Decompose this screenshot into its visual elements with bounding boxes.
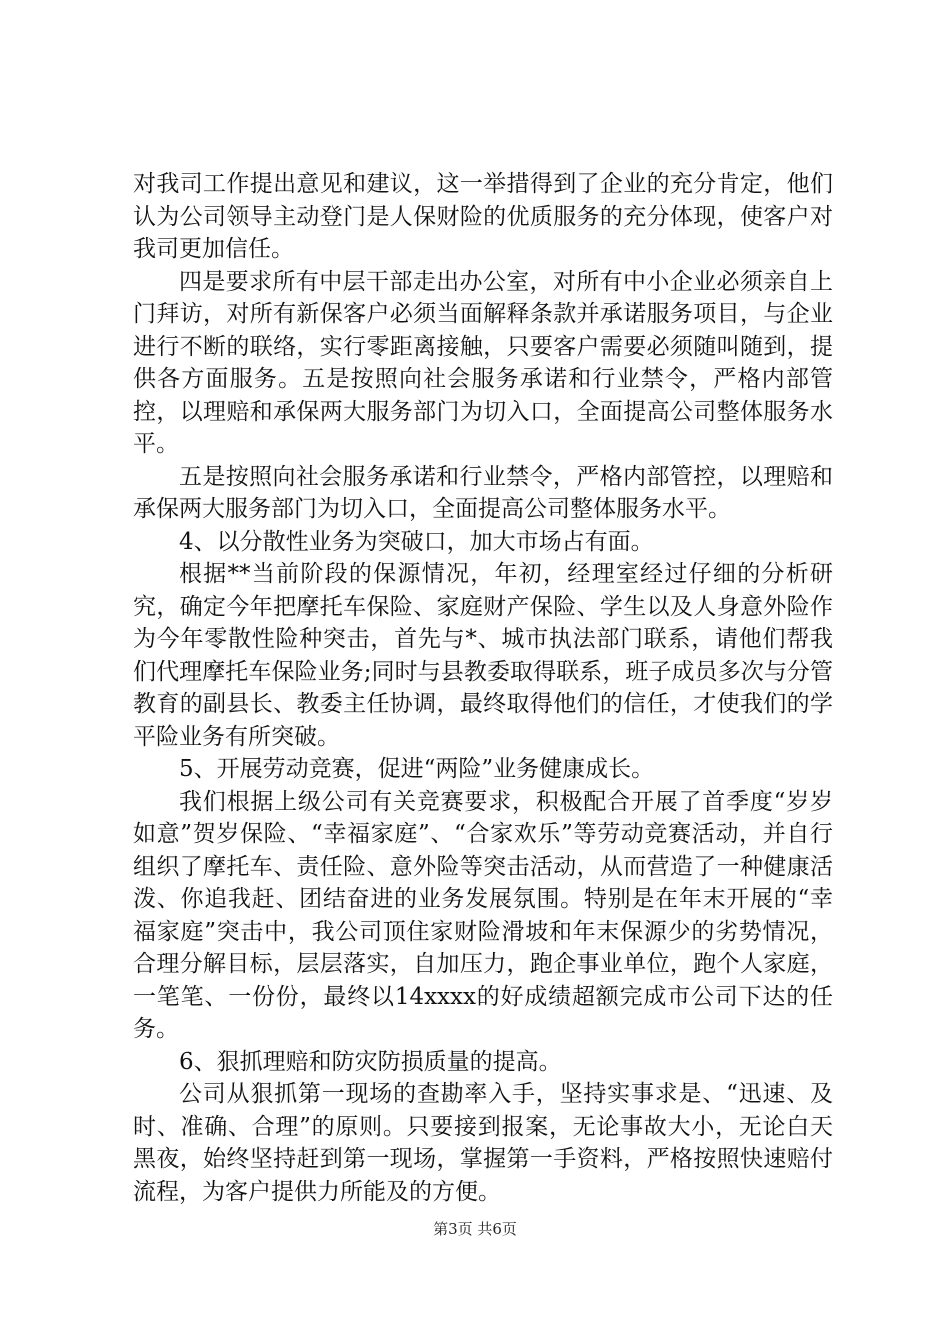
paragraph-section-6: 公司从狠抓第一现场的查勘率入手，坚持实事求是、“迅速、及时、准确、合理”的原则。只要接到报案，无论事故大小，无论白天黑夜，始终坚持赶到第一现场，掌握第一手资料，严格按照快速赔付流程，为客户提供力所能及的方便。 xyxy=(133,1081,833,1205)
paragraph-item-four: 四是要求所有中层干部走出办公室，对所有中小企业必须亲自上门拜访，对所有新保客户必须当面解释条款并承诺服务项目，与企业进行不断的联络，实行零距离接触，只要客户需要必须随叫随到，提供各方面服务。五是按照向社会服务承诺和行业禁令，严格内部管控，以理赔和承保两大服务部门为切入口，全面提高公司整体服务水平。 xyxy=(133,268,833,457)
paragraph-continued: 对我司工作提出意见和建议，这一举措得到了企业的充分肯定，他们认为公司领导主动登门是人保财险的优质服务的充分体现，使客户对我司更加信任。 xyxy=(133,171,833,262)
page-number-footer: 第3页 共6页 xyxy=(433,1220,517,1238)
paragraph-item-five: 五是按照向社会服务承诺和行业禁令，严格内部管控，以理赔和承保两大服务部门为切入口，全面提高公司整体服务水平。 xyxy=(133,463,833,522)
section-heading-6: 6、狠抓理赔和防灾防损质量的提高。 xyxy=(179,1048,562,1075)
paragraph-section-5: 我们根据上级公司有关竞赛要求，积极配合开展了首季度“岁岁如意”贺岁保险、“幸福家庭”、“合家欢乐”等劳动竞赛活动，并自行组织了摩托车、责任险、意外险等突击活动，从而营造了一种健康活泼、你追我赶、团结奋进的业务发展氛围。特别是在年末开展的“幸福家庭”突击中，我公司顶住家财险滑坡和年末保源少的劣势情况，合理分解目标，层层落实，自加压力，跑企事业单位，跑个人家庭，一笔笔、一份份，最终以14xxxx的好成绩超额完成市公司下达的任务。 xyxy=(133,788,833,1042)
section-heading-5: 5、开展劳动竞赛，促进“两险”业务健康成长。 xyxy=(179,756,655,782)
document-body xyxy=(133,168,833,1208)
paragraph-section-4: 根据**当前阶段的保源情况，年初，经理室经过仔细的分析研究，确定今年把摩托车保险、家庭财产保险、学生以及人身意外险作为今年零散性险种突击，首先与*、城市执法部门联系，请他们帮我们代理摩托车保险业务;同时与县教委取得联系，班子成员多次与分管教育的副县长、教委主任协调，最终取得他们的信任，才使我们的学平险业务有所突破。 xyxy=(133,561,833,750)
section-heading-4: 4、以分散性业务为突破口，加大市场占有面。 xyxy=(179,528,654,555)
